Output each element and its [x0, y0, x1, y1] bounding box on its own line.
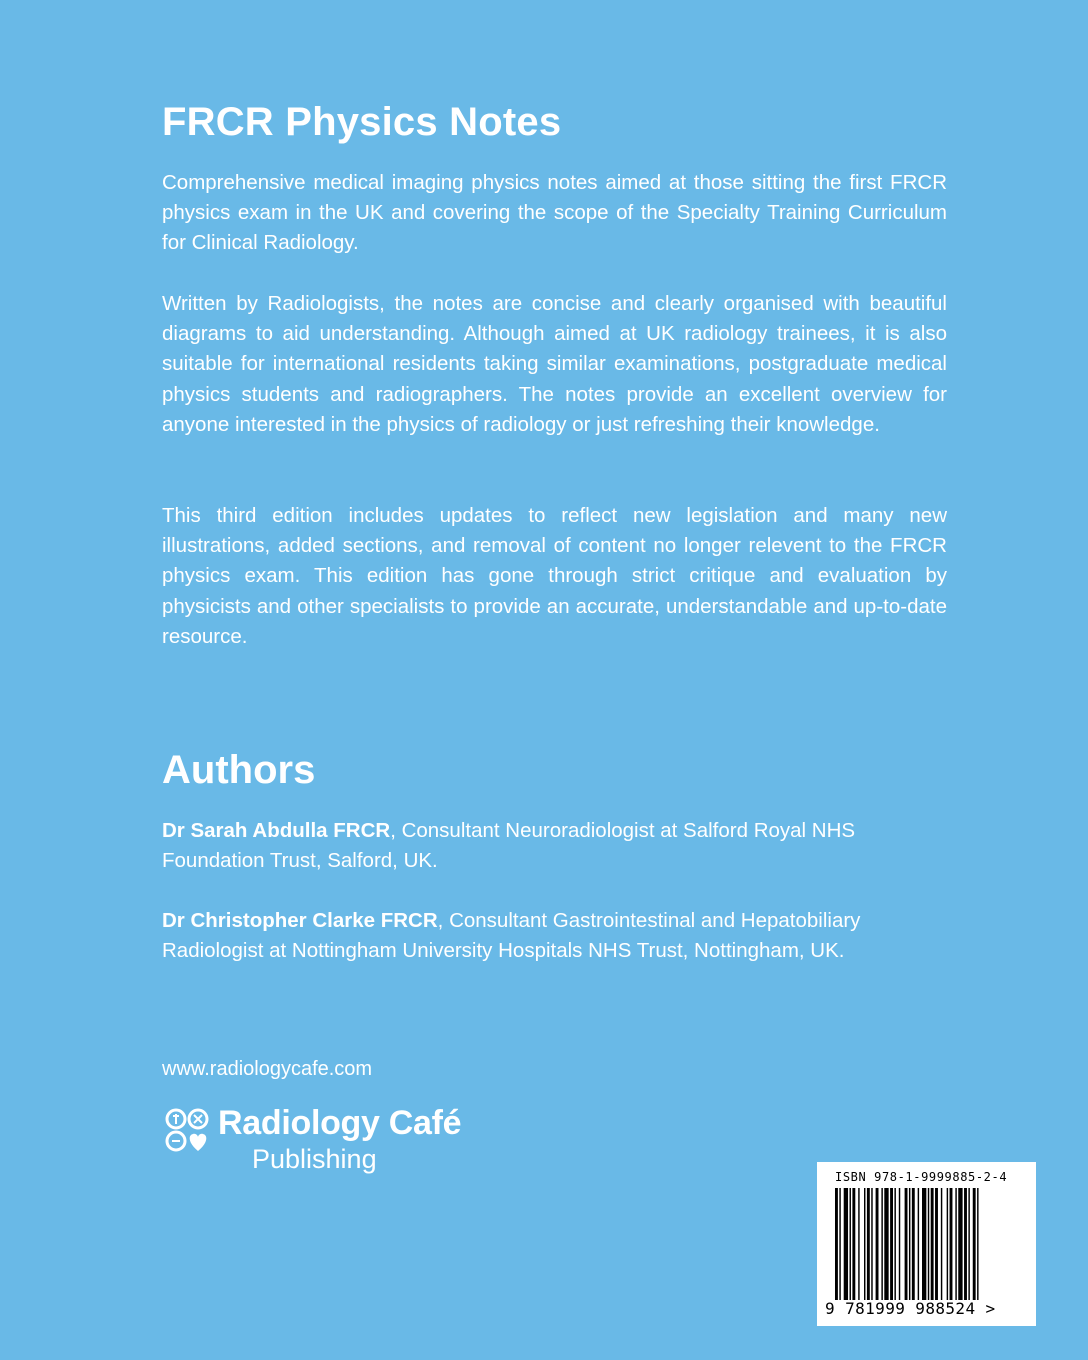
publisher-name: Radiology Café: [218, 1104, 462, 1142]
isbn-label: ISBN 978-1-9999885-2-4: [835, 1170, 1008, 1184]
author-2: [162, 906, 952, 966]
author-1: [162, 816, 952, 876]
author-2-name: Dr Christopher Clarke FRCR: [162, 909, 438, 932]
author-2-description: , Consultant Gastrointestinal and Hepatobiliary Radiologist at Nottingham University Hospitals NHS Trust, Nottingham, UK.: [162, 909, 861, 963]
description-paragraph-1: Comprehensive medical imaging physics notes aimed at those sitting the first FRCR physics exam in the UK and covering the scope of the Specialty Training Curriculum for Clinical Radiology.: [162, 171, 947, 255]
radiology-cafe-logo-icon: [164, 1106, 214, 1154]
book-title: FRCR Physics Notes: [162, 100, 562, 144]
publisher-logo: [162, 1100, 492, 1180]
author-1-name: Dr Sarah Abdulla FRCR: [162, 819, 391, 842]
authors-heading: Authors: [162, 748, 316, 792]
description-paragraph-2: Written by Radiologists, the notes are concise and clearly organised with beautiful diagrams to aid understanding. Although aimed at UK radiology trainees, it is also suitable for international residents taking similar examinations, postgraduate medical physics students and radiographers. The notes provide an excellent overview for anyone interested in the physics of radiology or just refreshing their knowledge.: [162, 292, 947, 436]
barcode-digits: 9 781999 988524 >: [825, 1299, 996, 1318]
website-url[interactable]: www.radiologycafe.com: [162, 1058, 373, 1080]
description-paragraph-3: This third edition includes updates to reflect new legislation and many new illustrations, added sections, and removal of content no longer relevent to the FRCR physics exam. This edition has gone through strict critique and evaluation by physicists and other specialists to provide an accurate, understandable and up-to-date resource.: [162, 504, 947, 648]
author-1-description: , Consultant Neuroradiologist at Salford Royal NHS Foundation Trust, Salford, UK.: [162, 819, 856, 873]
barcode-icon: [835, 1188, 1023, 1300]
isbn-barcode-box: [817, 1162, 1036, 1326]
publisher-subtitle: Publishing: [252, 1144, 377, 1174]
